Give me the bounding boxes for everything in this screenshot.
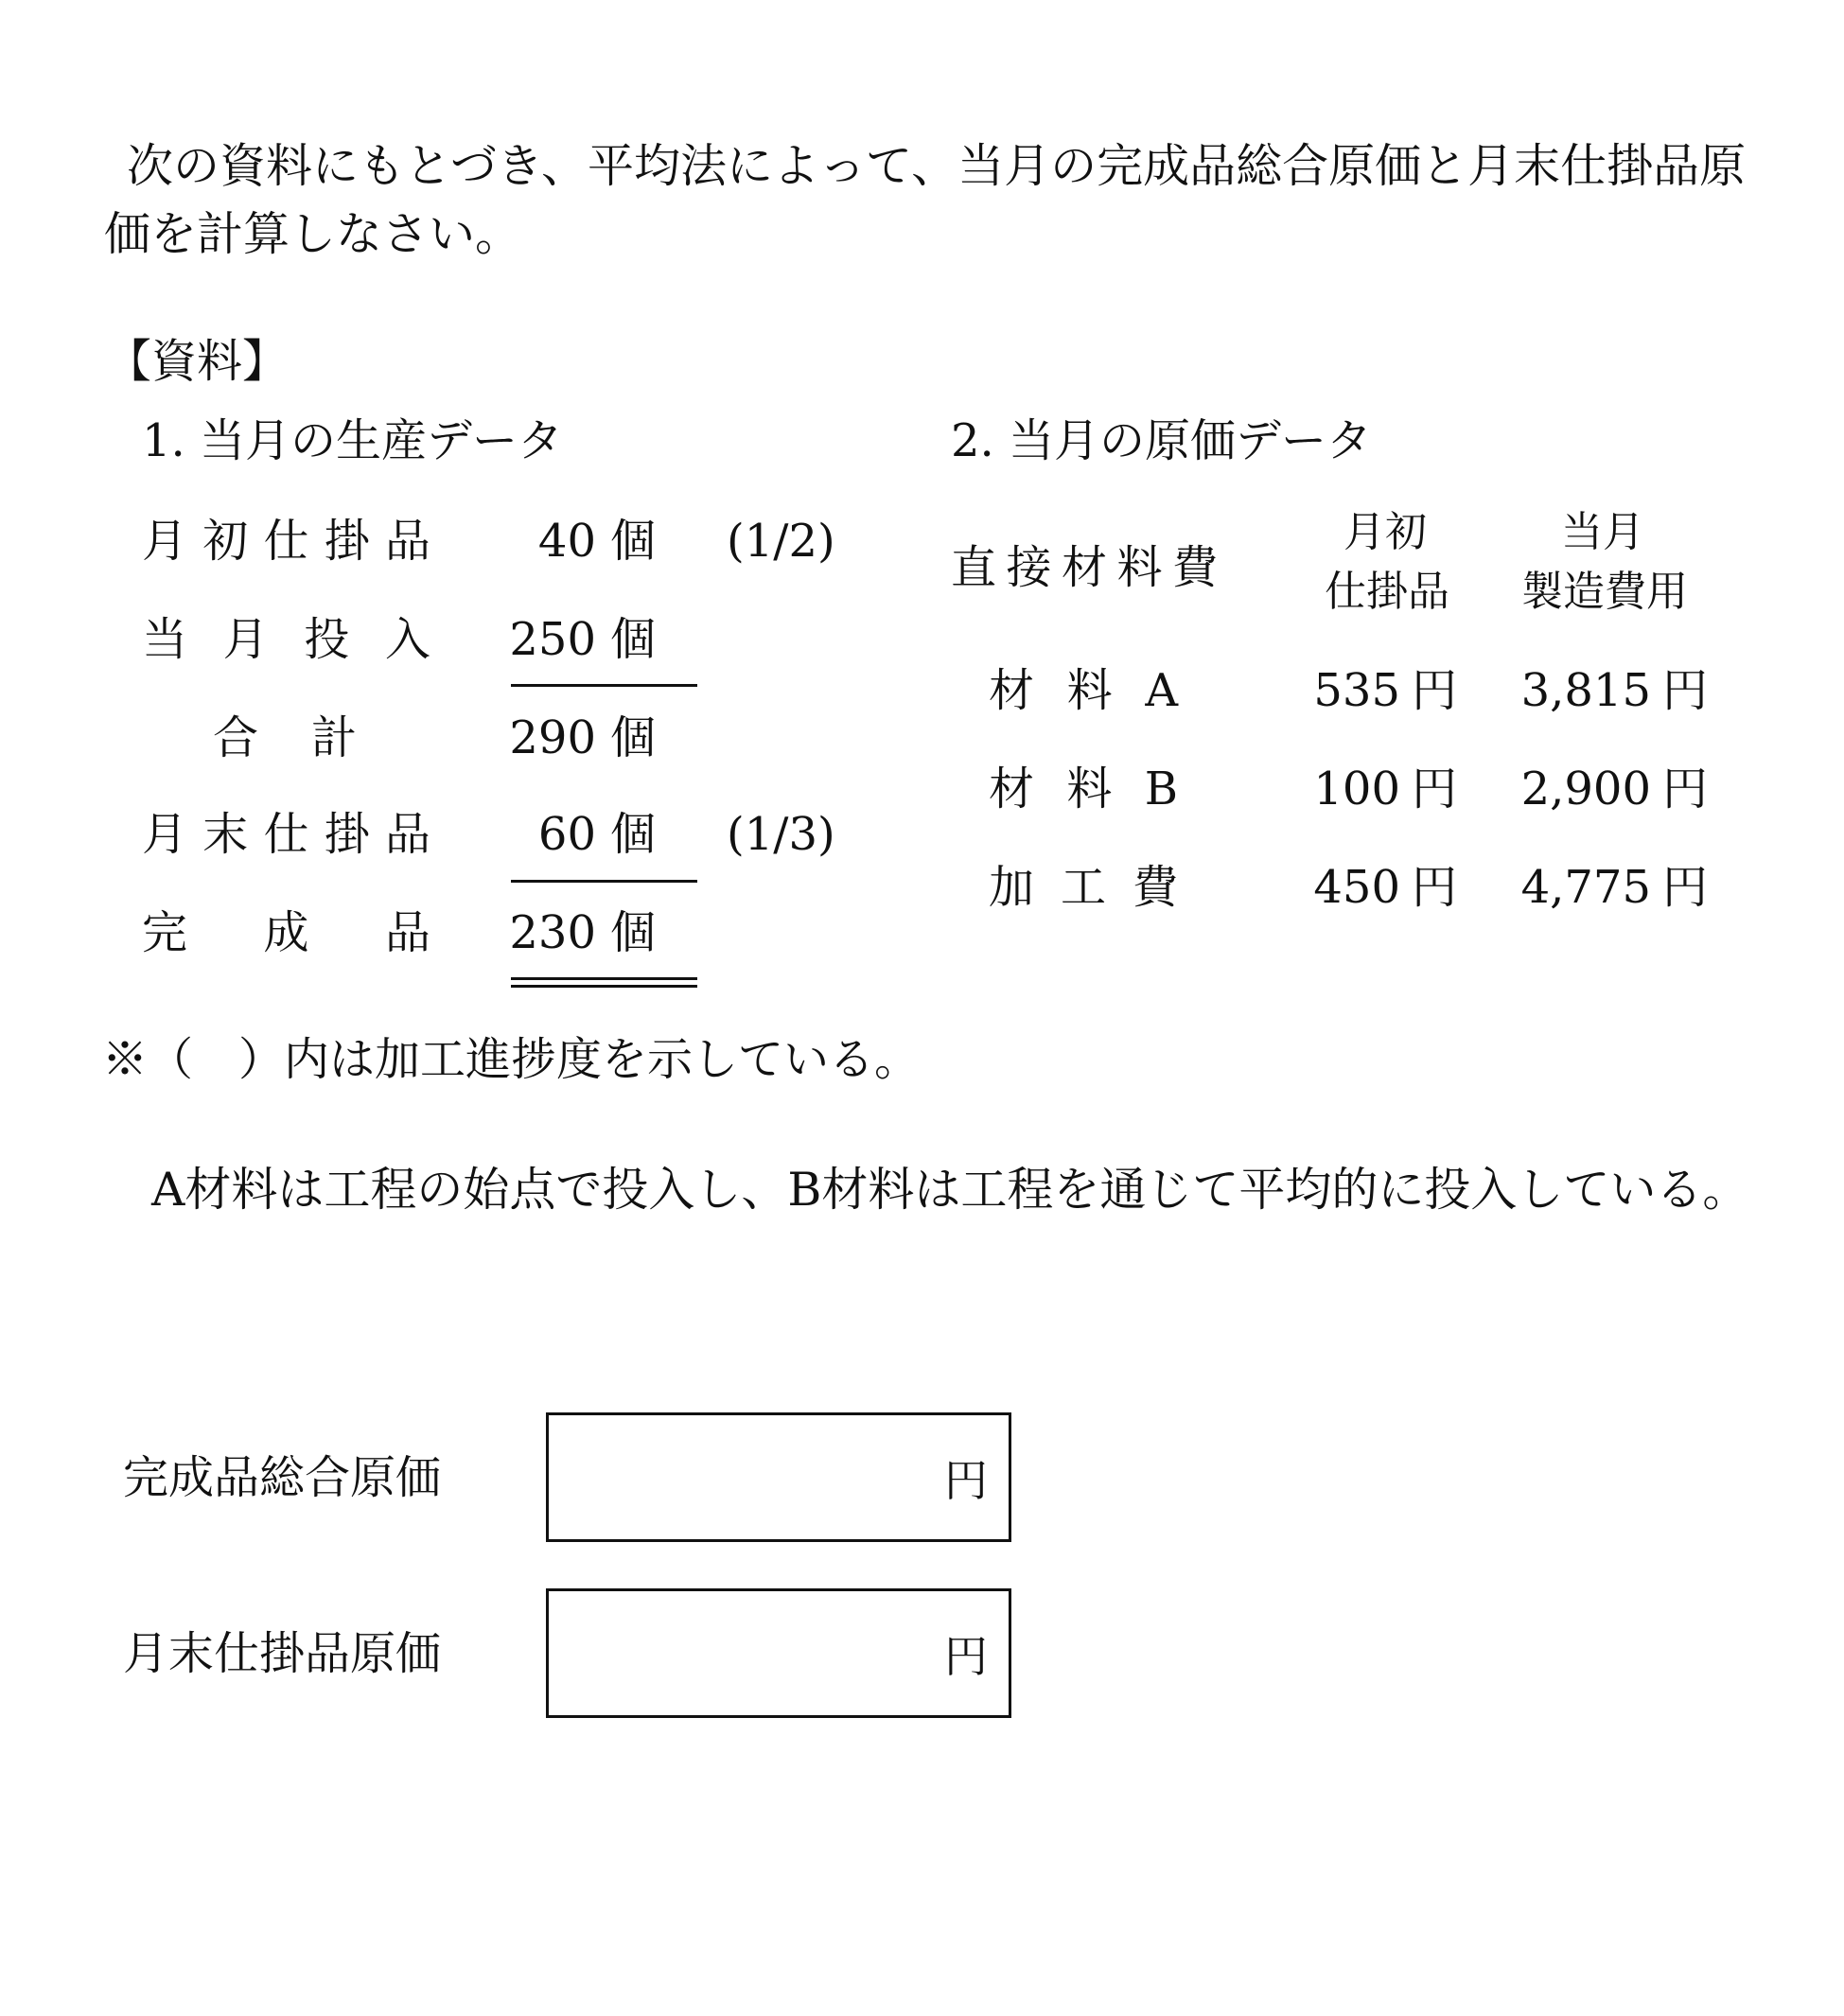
production-qty-completed: 230 (509, 906, 596, 959)
cost-heading: 2. 当月の原価データ (951, 414, 1373, 467)
answer-label-completed-cost: 完成品総合原価 (123, 1451, 442, 1504)
cost-unit: 円 (1412, 861, 1458, 914)
answer-label-ending-wip-cost: 月末仕掛品原価 (123, 1627, 442, 1680)
col-header-beginning-line2: 仕掛品 (1325, 568, 1449, 616)
statement-text (104, 1156, 1750, 1224)
cost-beginning-material-a: 535 (1313, 664, 1400, 717)
production-heading: 1. 当月の生産データ (142, 414, 564, 467)
completed-rule (511, 880, 697, 883)
production-qty-current-input: 250 (509, 613, 596, 666)
cost-beginning-material-b: 100 (1313, 763, 1400, 815)
cost-unit: 円 (1662, 861, 1709, 914)
production-unit: 個 (610, 613, 657, 666)
instruction-body: 次の資料にもとづき、平均法によって、当月の完成品総合原価と月末仕掛品原価を計算しなさい。 (104, 139, 1747, 261)
answer-unit: 円 (944, 1454, 988, 1506)
production-label-ending-wip: 月末仕掛品 (142, 808, 430, 861)
materials-heading: 【資料】 (106, 335, 289, 388)
subtotal-rule (511, 684, 697, 687)
cost-section-label: 直接材料費 (951, 541, 1218, 594)
cost-label-processing: 加工費 (989, 861, 1178, 914)
double-rule-bottom (511, 985, 697, 988)
production-unit: 個 (610, 515, 657, 568)
production-progress-beginning: (1/2) (727, 515, 835, 568)
answer-unit: 円 (944, 1630, 988, 1682)
production-unit: 個 (610, 808, 657, 861)
production-progress-ending: (1/3) (727, 808, 835, 861)
cost-unit: 円 (1662, 763, 1709, 815)
cost-current-material-b: 2,900 (1520, 763, 1651, 815)
cost-current-material-a: 3,815 (1520, 664, 1651, 717)
progress-note: ※（ ）内は加工進捗度を示している。 (102, 1033, 921, 1086)
col-header-current-line1: 当月 (1561, 508, 1644, 556)
cost-label-material-a: 材料A (989, 664, 1178, 717)
production-unit: 個 (610, 711, 657, 764)
production-qty-beginning-wip: 40 (537, 515, 596, 568)
cost-unit: 円 (1662, 664, 1709, 717)
production-label-total: 合計 (213, 711, 357, 764)
statement-body: A材料は工程の始点で投入し、B材料は工程を通じて平均的に投入している。 (151, 1163, 1749, 1217)
cost-unit: 円 (1412, 763, 1458, 815)
cost-label-material-b: 材料B (989, 763, 1178, 815)
production-label-current-input: 当月投入 (142, 613, 430, 666)
col-header-beginning-line1: 月初 (1343, 508, 1427, 556)
double-rule-top (511, 977, 697, 980)
production-qty-total: 290 (509, 711, 596, 764)
ending-wip-cost-answer-box[interactable] (546, 1588, 1011, 1718)
production-unit: 個 (610, 906, 657, 959)
production-label-beginning-wip: 月初仕掛品 (142, 515, 430, 568)
cost-beginning-processing: 450 (1313, 861, 1400, 914)
completed-cost-answer-box[interactable] (546, 1412, 1011, 1542)
cost-unit: 円 (1412, 664, 1458, 717)
col-header-current-line2: 製造費用 (1521, 568, 1688, 616)
instruction-text (104, 132, 1750, 269)
production-label-completed: 完成品 (142, 906, 430, 959)
production-qty-ending-wip: 60 (537, 808, 596, 861)
cost-current-processing: 4,775 (1520, 861, 1651, 914)
